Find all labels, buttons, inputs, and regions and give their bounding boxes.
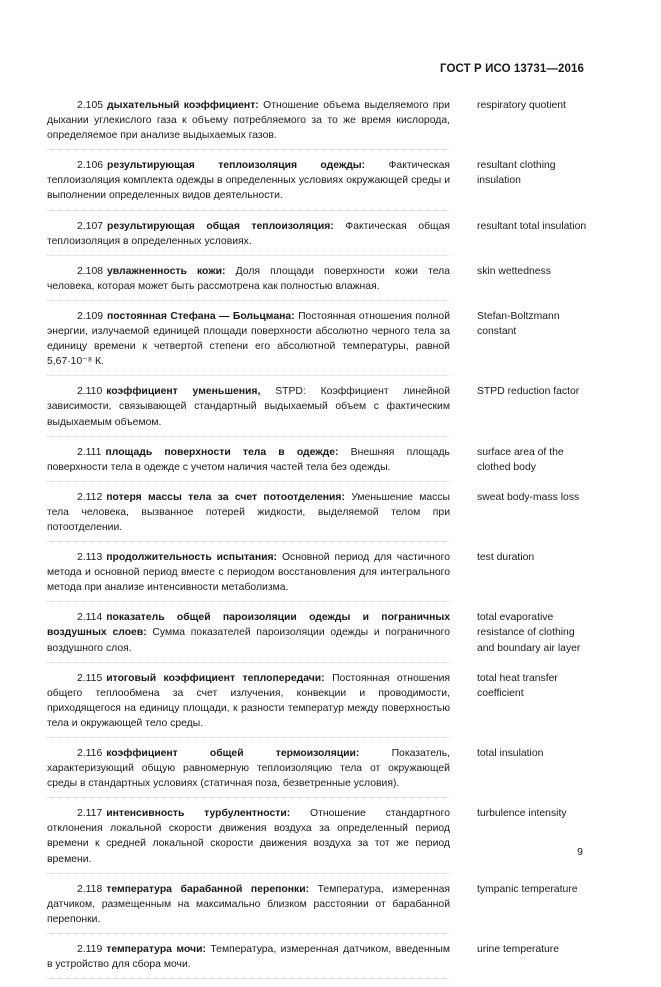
term-entry bbox=[47, 746, 587, 798]
term-entry bbox=[47, 158, 587, 210]
entry-definition: Уменьшение массы тела человека, вызванное потерей жидкости, выделяемой телом при потоотделении. bbox=[47, 491, 451, 533]
term-entry bbox=[47, 671, 587, 738]
term-entry bbox=[47, 882, 587, 934]
entry-number: 2.114 bbox=[77, 612, 103, 624]
page-number: 9 bbox=[577, 846, 583, 858]
term-list bbox=[47, 98, 587, 987]
entry-english: turbulence intensity bbox=[477, 808, 567, 820]
entry-russian bbox=[47, 309, 450, 369]
entry-number: 2.113 bbox=[77, 552, 103, 564]
entry-russian bbox=[47, 158, 450, 203]
entry-definition: Доля площади поверхности кожи тела человека, которая может быть рассмотрена как полностью влажная. bbox=[47, 265, 450, 292]
entry-term: постоянная Стефана — Больцмана: bbox=[107, 310, 295, 322]
entry-definition: Постоянная отношения полной энергии, излучаемой единицей площади поверхности абсолютно черного тела за единицу времени к четвертой степени его абсолютной температуры, равной 5,67·10⁻⁸ К. bbox=[47, 310, 450, 368]
entry-definition: Сумма показателей пароизоляции одежды и пограничного воздушного слоя. bbox=[47, 627, 450, 654]
entry-number: 2.107 bbox=[77, 220, 104, 232]
entry-number: 2.111 bbox=[77, 446, 102, 458]
entry-term: коэффициент общей термоизоляции: bbox=[106, 748, 360, 759]
term-entry bbox=[47, 384, 587, 436]
entry-english: resultant clothing insulation bbox=[477, 160, 556, 187]
term-entry bbox=[47, 309, 587, 376]
entry-term: интенсивность турбулентности: bbox=[106, 808, 291, 820]
term-entry bbox=[47, 942, 587, 979]
entry-english: total insulation bbox=[477, 748, 544, 759]
entry-russian bbox=[47, 219, 450, 249]
entry-russian bbox=[47, 550, 450, 595]
term-entry bbox=[47, 98, 587, 150]
entry-number: 2.109 bbox=[77, 310, 104, 322]
entry-number: 2.106 bbox=[77, 160, 104, 172]
entry-definition: Отношение объема выделяемого при дыхании углекислого газа к объему потребляемого за то же время кислорода, определяемое при анализе выдыхаемых газов. bbox=[47, 100, 450, 142]
entry-term: результирующая общая теплоизоляция: bbox=[107, 220, 334, 232]
term-entry bbox=[47, 806, 587, 873]
entry-russian bbox=[47, 882, 450, 927]
entry-russian bbox=[47, 490, 450, 535]
entry-term: итоговый коэффициент теплопередачи: bbox=[106, 672, 325, 684]
entry-english: test duration bbox=[477, 552, 535, 564]
entry-english: total evaporative resistance of clothing and boundary air layer bbox=[477, 612, 581, 654]
entry-russian bbox=[47, 806, 450, 866]
entry-number: 2.117 bbox=[77, 808, 103, 820]
term-entry bbox=[47, 490, 587, 542]
term-entry bbox=[47, 264, 587, 301]
entry-english: resultant total insulation bbox=[477, 220, 587, 232]
entry-definition: Отношение стандартного отклонения локальной скорости движения воздуха за определенный период времени к средней локальной скорости движения воздуха за тот же период времени. bbox=[47, 808, 450, 865]
entry-russian bbox=[47, 445, 450, 475]
entry-number: 2.116 bbox=[77, 748, 103, 759]
entry-english: STPD reduction factor bbox=[477, 386, 580, 398]
entry-english: urine temperature bbox=[477, 943, 560, 955]
entry-english: Stefan-Boltzmann constant bbox=[477, 310, 560, 338]
document-header: ГОСТ Р ИСО 13731—2016 bbox=[439, 63, 584, 75]
entry-term: температура мочи: bbox=[106, 943, 206, 955]
term-entry bbox=[47, 550, 587, 602]
entry-number: 2.118 bbox=[77, 883, 103, 895]
entry-term: продолжительность испытания: bbox=[106, 552, 278, 564]
entry-number: 2.108 bbox=[77, 265, 104, 277]
entry-number: 2.105 bbox=[77, 100, 104, 111]
entry-term: температура барабанной перепонки: bbox=[106, 883, 310, 895]
entry-english: tympanic temperature bbox=[477, 883, 578, 895]
entry-russian bbox=[47, 98, 450, 143]
term-entry bbox=[47, 610, 587, 662]
entry-definition: Фактическая общая теплоизоляция в определенных условиях. bbox=[47, 220, 450, 247]
term-entry bbox=[47, 445, 587, 482]
entry-term: показатель общей пароизоляции одежды и пограничных воздушных слоев: bbox=[47, 612, 450, 639]
entry-number: 2.112 bbox=[77, 491, 103, 503]
entry-russian bbox=[47, 610, 450, 655]
entry-term: коэффициент уменьшения, bbox=[106, 386, 261, 398]
entry-definition: Основной период для частичного метода и основной период вместе с периодом восстановления для интегрального метода при анализе интенсивности метаболизма. bbox=[47, 552, 450, 594]
entry-definition: Температура, измеренная датчиком, введенным в устройство для сбора мочи. bbox=[47, 943, 451, 971]
entry-definition: Показатель, характеризующий общую равномерную теплоизоляцию тела от окружающей среды в стандартных условиях (статичная поза, безветренные условия). bbox=[47, 748, 451, 790]
entry-english: skin wettedness bbox=[477, 265, 551, 277]
entry-definition: Температура, измеренная датчиком, размещенным на максимально близком расстоянии от барабанной перепонки. bbox=[47, 883, 450, 925]
entry-english: total heat transfer coefficient bbox=[477, 672, 558, 699]
entry-definition: STPD: Коэффициент линейной зависимости, связывающей стандартный выдыхаемый объем с фактическим выдыхаемым объемом. bbox=[47, 386, 451, 428]
entry-russian bbox=[47, 746, 450, 791]
entry-number: 2.110 bbox=[77, 386, 103, 398]
term-entry bbox=[47, 219, 587, 256]
entry-english: respiratory quotient bbox=[477, 100, 566, 111]
entry-term: результирующая теплоизоляция одежды: bbox=[107, 160, 366, 172]
entry-definition: Внешняя площадь поверхности тела в одежде с учетом наличия частей тела без одежды. bbox=[47, 446, 450, 473]
entry-russian bbox=[47, 942, 450, 972]
entry-term: дыхательный коэффициент: bbox=[107, 100, 259, 111]
entry-russian bbox=[47, 384, 450, 429]
entry-definition: Постоянная отношения общего теплообмена за счет излучения, конвекции и проводимости, приходящегося на единицу площади, к разности температур между поверхностью тела и окружающей тело среды. bbox=[47, 672, 451, 729]
entry-russian bbox=[47, 671, 450, 731]
entry-number: 2.115 bbox=[77, 672, 103, 684]
entry-term: площадь поверхности тела в одежде: bbox=[105, 446, 339, 458]
entry-term: потеря массы тела за счет потоотделения: bbox=[106, 491, 345, 503]
entry-term: увлажненность кожи: bbox=[107, 265, 226, 277]
entry-definition: Фактическая теплоизоляция комплекта одежды в определенных условиях окружающей среды и выполнении определенных видов деятельности. bbox=[47, 160, 450, 202]
entry-number: 2.119 bbox=[77, 943, 103, 955]
entry-english: surface area of the clothed body bbox=[477, 446, 564, 473]
entry-english: sweat body-mass loss bbox=[477, 491, 580, 503]
entry-russian bbox=[47, 264, 450, 294]
